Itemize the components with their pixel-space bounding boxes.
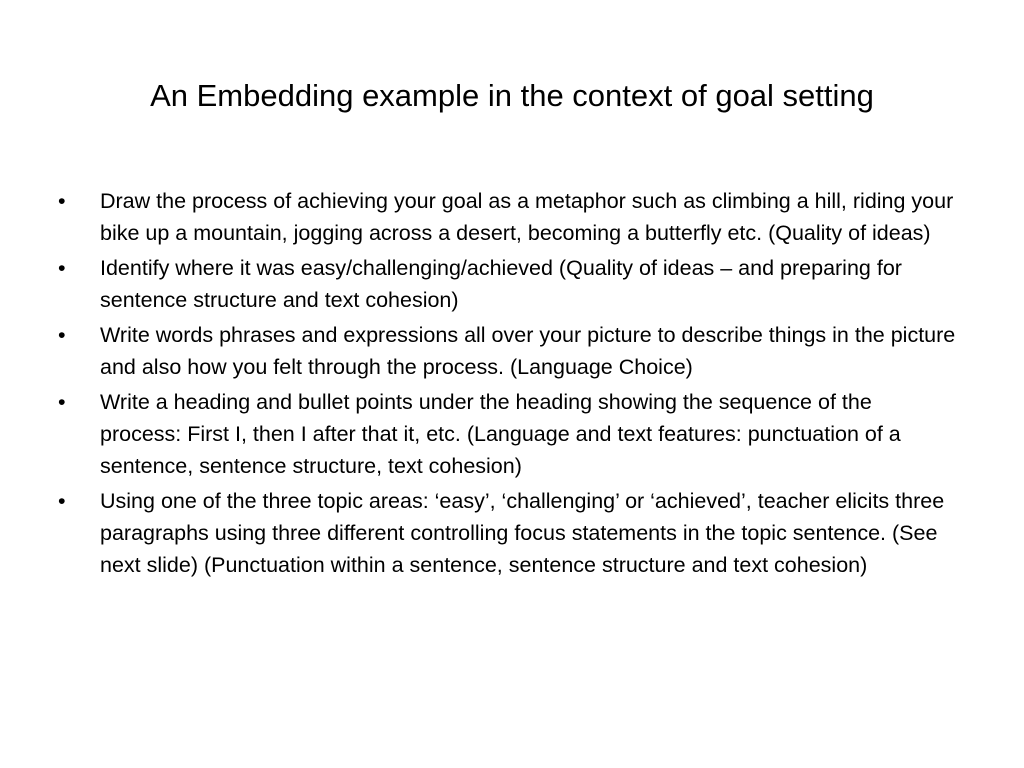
bullet-text: Identify where it was easy/challenging/achieved (Quality of ideas – and preparing for sentence structure and text cohesion)	[100, 256, 902, 312]
bullet-item-2	[58, 252, 958, 316]
bullet-dot-icon: •	[58, 390, 66, 414]
bullet-text: Write words phrases and expressions all over your picture to describe things in the picture and also how you felt through the process. (Language Choice)	[100, 323, 956, 379]
bullet-dot-icon: •	[58, 189, 66, 213]
bullet-text: Using one of the three topic areas: ‘easy’, ‘challenging’ or ‘achieved’, teacher elicits three paragraphs using three different controlling focus statements in the topic sentence. (See next slide) (Punctuation within a sentence, sentence structure and text cohesion)	[100, 489, 945, 577]
bullet-text: Write a heading and bullet points under the heading showing the sequence of the process: First I, then I after that it, etc. (Language and text features: punctuation of a sentence, sentence structure, text cohesion)	[100, 390, 901, 478]
bullet-item-3	[58, 319, 958, 383]
bullet-text: Draw the process of achieving your goal as a metaphor such as climbing a hill, riding your bike up a mountain, jogging across a desert, becoming a butterfly etc. (Quality of ideas)	[100, 189, 954, 245]
bullet-list	[58, 185, 958, 584]
bullet-dot-icon: •	[58, 489, 66, 513]
bullet-item-5	[58, 485, 958, 581]
bullet-item-4	[58, 386, 958, 482]
bullet-dot-icon: •	[58, 323, 66, 347]
bullet-item-1	[58, 185, 958, 249]
bullet-dot-icon: •	[58, 256, 66, 280]
slide-title: An Embedding example in the context of goal setting	[150, 78, 874, 113]
